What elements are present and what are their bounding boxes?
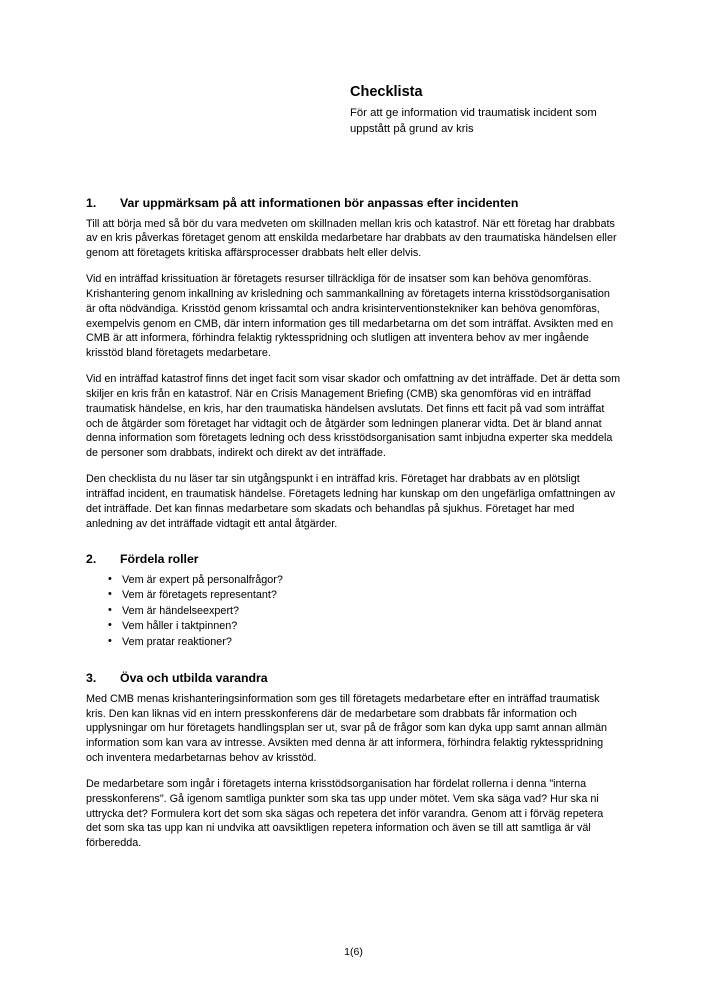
list-item: • Vem pratar reaktioner?	[108, 635, 621, 651]
list-item: • Vem är händelseexpert?	[108, 604, 621, 620]
section-2-number: 2.	[86, 551, 97, 566]
page-subtitle: För att ge information vid traumatisk incident som uppstått på grund av kris	[350, 106, 597, 136]
spacer	[86, 532, 621, 552]
section-1-heading	[86, 196, 621, 210]
section-3-number: 3.	[86, 670, 97, 685]
section-1-title: Var uppmärksam på att informationen bör anpassas efter incidenten	[120, 195, 519, 210]
section-3-paragraph-1: Med CMB menas krishanteringsinformation som ges till företagets medarbetare efter en inträffad traumatisk kris. Den kan liknas vid en intern presskonferens där de medarbetare som drabbats får information och upplysningar om hur företagets handlingsplan ser ut, svar på de frågor som kan dyka upp samt annan allmän information som kan vara av intresse. Avsikten med denna är att informera, förhindra felaktig ryktesspridning och inventera medarbetarnas behov av krisstöd.	[86, 692, 607, 765]
section-2-title: Fördela roller	[120, 551, 199, 566]
section-3	[86, 671, 621, 851]
page-title: Checklista	[350, 84, 423, 100]
page-number: 1(6)	[344, 946, 363, 958]
spacer	[86, 651, 621, 671]
section-1-paragraph-2: Vid en inträffad krissituation är företagets resurser tillräckliga för de insatser som kan behöva genomföras. Krishantering genom inkallning av krisledning och sammankallning av företagets interna krisstödsorganisation är ofta nödvändiga. Krisstöd genom krissamtal och andra krisinterventionstekniker kan behöva genomföras, exempelvis genom en CMB, där intern information ges till medarbetarna om det som inträffat. Avsikten med en CMB är att informera, förhindra felaktig ryktesspridning och slutligen att inventera behov av mer ingående krisstöd bland företagets medarbetare.	[86, 273, 614, 360]
section-2-heading	[86, 552, 621, 566]
section-1-paragraph-4: Den checklista du nu läser tar sin utgångspunkt i en inträffad kris. Företaget har drabbats av en plötsligt inträffad incident, en traumatisk händelse. Företagets ledning har kunskap om den ungefärliga omfattningen av det inträffade. Det kan finnas medarbetare som skadats och behandlas på sjukhus. Företaget har med anledning av det inträffade vidtagit ett antal åtgärder.	[86, 473, 616, 530]
section-1-paragraph-1: Till att börja med så bör du vara medveten om skillnaden mellan kris och katastrof. När ett företag har drabbats av en kris påverkas företaget genom att enskilda medarbetare har drabbats av den traumatiska händelsen eller genom att företagets kritiska affärsprocesser drabbats helt eller delvis.	[86, 217, 617, 260]
section-1-paragraph-3: Vid en inträffad katastrof finns det inget facit som visar skador och omfattning av det inträffade. Det är detta som skiljer en kris från en katastrof. När en Crisis Management Briefing (CMB) ska genomföras vid en inträffad traumatisk händelse, en kris, har den traumatiska händelsen avslutats. Det finns ett facit på vad som inträffat och de åtgärder som företaget har vidtagit och de åtgärder som ledningen planerar vidta. Det är bland annat denna information som företagets ledning och dess krisstödsorganisation samt inbjudna experter ska meddela de personer som drabbats, indirekt och direkt av det inträffade.	[86, 373, 621, 460]
list-item: • Vem är expert på personalfrågor?	[108, 573, 621, 589]
list-item: • Vem håller i taktpinnen?	[108, 619, 621, 635]
document-header	[86, 0, 621, 138]
section-2	[86, 552, 621, 651]
document-body	[86, 196, 621, 852]
section-2-bullet-list	[86, 573, 621, 651]
section-3-title: Öva och utbilda varandra	[120, 670, 268, 685]
section-3-paragraph-2: De medarbetare som ingår i företagets interna krisstödsorganisation har fördelat rollerna i denna "interna presskonferens". Gå igenom samtliga punkter som ska tas upp under mötet. Vem ska säga vad? Hur ska ni uttrycka det? Formulera kort det som ska sägas och repetera det inför varandra. Genom att i förväg repetera det som ska tas upp kan ni undvika att oavsiktligen repetera information och även se till att samtliga är väl förberedda.	[86, 777, 604, 850]
section-3-heading	[86, 671, 621, 685]
list-item: • Vem är företagets representant?	[108, 588, 621, 604]
page-footer	[0, 946, 707, 958]
section-1-number: 1.	[86, 195, 97, 210]
section-1	[86, 196, 621, 532]
